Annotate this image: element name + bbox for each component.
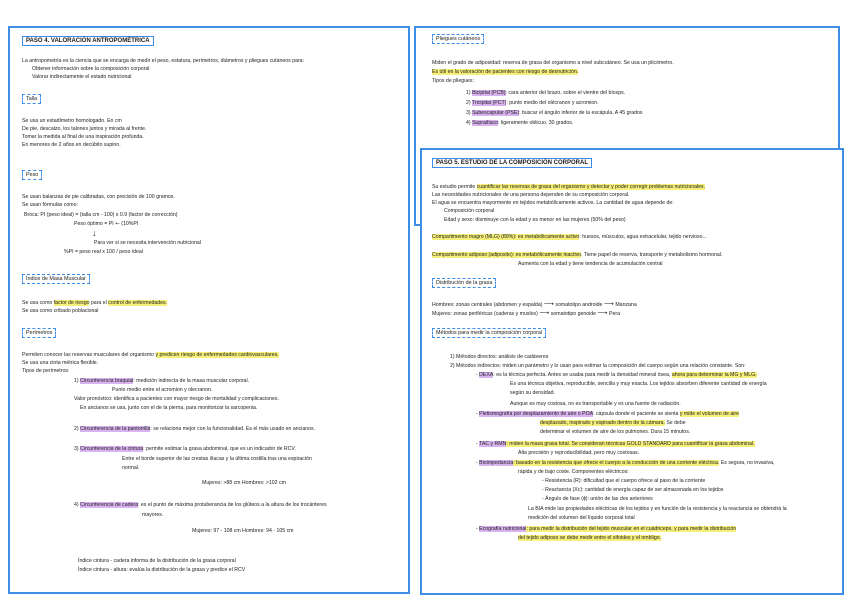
dist-mujeres: Mujeres: zonas periféricas (caderas y muslos) ⟶ somatotipo genoide ⟶ Pera xyxy=(432,310,620,317)
indice-l1: Índice cintura - cadera informa de la distribución de la grasa corporal xyxy=(78,558,236,564)
p5-l4: Composición corporal xyxy=(444,208,495,214)
pliegue-1: 1) Bicipital (PCB): cara anterior del brazo, sobre el vientre del bíceps. xyxy=(466,90,626,96)
arrow-right-icon: ⟶ xyxy=(603,301,614,308)
adiposo-line: Compartimento adiposo (adiposito): es metabólicamente inactivo. Tiene papel de reserva, transporte y metabolismo hormonal. xyxy=(432,252,723,258)
pantorrilla-l1: 2) Circunferencia de la pantorrilla: se relaciona mejor con la funcionalidad. Es el más usado en ancianos. xyxy=(74,426,316,432)
pliegues-l2: Es útil en la valoración de pacientes con riesgo de desnutrición. xyxy=(432,69,579,75)
pliegue-3: 3) Subescapular (PSE): buscar el ángulo inferior de la escápula. A 45 grados xyxy=(466,110,643,116)
talla-l4: En menores de 2 años en decúbito supino. xyxy=(22,142,121,148)
p4-intro-b1: Obtener información sobre la composición corporal xyxy=(32,66,150,72)
cadera-l3: Mujeres: 97 - 108 cm Hombres: 94 - 105 cm xyxy=(192,528,294,534)
braquial-l3: Valor pronóstico: identifica a pacientes con mayor riesgo de mortalidad y complicaciones. xyxy=(74,396,279,402)
perimetros-label: Perímetros xyxy=(22,328,56,338)
peso-l5: Para ver si se necesita intervención nutricional xyxy=(94,240,201,246)
bio-l5: - Ángulo de fase (ɸ): unión de las dos anteriores xyxy=(542,496,653,502)
bio-l2: rápida y de bajo coste. Componentes eléctricos: xyxy=(518,469,629,475)
p5-l1: Su estudio permite cuantificar las reservas de grasa del organismo y detectar y poder corregir problemas nutricionales. xyxy=(432,184,706,190)
pliegue-4: 4) Suprailíaco: ligeramente oblicuo. 30 grados. xyxy=(466,120,574,126)
bio-l6: La BIA mide las propiedades eléctricas de los tejidos y en función de la resistencia y la reactancia se obtendrá la xyxy=(528,506,787,512)
dist-hombres: Hombres: zonas centrales (abdomen y espalda) ⟶ somatotipo androide ⟶ Manzana xyxy=(432,301,637,308)
arrow-right-icon: ⟶ xyxy=(543,301,554,308)
distribucion-label: Distribución de la grasa xyxy=(432,278,496,288)
tac-l2: Alta precisión y reproducibilidad, pero muy costosas. xyxy=(518,450,640,456)
peso-l3: Broca: PI (peso ideal) = (talla cm - 100) x 0.9 (factor de corrección) xyxy=(24,212,178,218)
talla-label: Talla xyxy=(22,94,41,104)
metodos-l2: 2) Métodos indirectos: miden un parámetro y lo usan para estimar la composición del cuerpo según una relación constante. Son: xyxy=(450,363,746,369)
cintura-l2: Entre el borde superior de las crestas ilíacas y la última costilla tras una espiración xyxy=(122,456,312,462)
peso-l1: Se usan balanzas de pie calibradas, con precisión de 100 gramos. xyxy=(22,194,175,200)
paso-5-title: PASO 5. ESTUDIO DE LA COMPOSICIÓN CORPORAL xyxy=(432,158,592,168)
imc-l1: Se usa como factor de riesgo para el control de enfermedades. xyxy=(22,300,168,306)
p5-l2: Las necesidades nutricionales de una persona dependen de su composición corporal. xyxy=(432,192,630,198)
pliegues-label: Pliegues cutáneos xyxy=(432,34,484,44)
down-arrow-icon: ↓ xyxy=(92,228,97,238)
tac-l1: - TAC y RMN: miden la masa grasa total. Se consideran técnicas GOLD STANDARD para cuantificar la grasa abdominal. xyxy=(476,441,755,447)
metodos-label: Métodos para medir la composición corporal xyxy=(432,328,546,338)
pliegue-2: 2) Tricipital (PCT): punto medio del olécranon y acromion. xyxy=(466,100,599,106)
bio-l1: - Bioimpedancia: basado en la resistencia que ofrece el cuerpo a la conducción de una corriente eléctrica. Es segura, no invasiva, xyxy=(476,460,775,466)
p5-l3: El agua se encuentra mayormente en tejidos metabólicamente activos. La cantidad de agua depende de: xyxy=(432,200,674,206)
braquial-l2: Punto medio entre el acromion y olecranon. xyxy=(112,387,213,393)
paso-4-title: PASO 4. VALORACIÓN ANTROPOMÉTRICA xyxy=(22,36,154,46)
eco-l2: del tejido adiposo se debe medir entre el xifoides y el ombligo. xyxy=(518,535,662,541)
arrow-right-icon: ⟶ xyxy=(597,310,608,317)
bio-l4: - Reactancia (Xc): cantidad de energía capaz de ser almacenada en los tejidos xyxy=(542,487,724,493)
peso-l2: Se usan fórmulas como: xyxy=(22,202,78,208)
cintura-l4: Mujeres: >88 cm Hombres: >102 cm xyxy=(202,480,286,486)
cintura-l1: 3) Circunferencia de la cintura: permite estimar la grasa abdominal, que es un indicador de RCV. xyxy=(74,446,296,452)
braquial-l1: 1) Circunferencia braquial: medición indirecta de la masa muscular corporal. xyxy=(74,378,250,384)
pletismo-l3: determinar el volumen de aire de los pulmones. Dura 15 minutos. xyxy=(540,429,691,435)
dexa-l2: Es una técnica objetiva, reproducible, sencilla y muy exacta. Los tejidos absorben diferente cantidad de energía xyxy=(510,381,767,387)
perim-l1: Permiten conocer las reservas musculares del organismo y predicen riesgo de enfermedades cardiovasculares. xyxy=(22,352,279,358)
panel-paso-4 xyxy=(8,26,410,594)
metodos-l1: 1) Métodos directos: análisis de cadáveres xyxy=(450,354,549,360)
cadera-l1: 4) Circunferencia de cadera: es el punto de máxima protuberancia de los glúteos a la altura de los trocánteres xyxy=(74,502,327,508)
talla-l2: De pie, descalzo, los talones juntos y mirada al frente. xyxy=(22,126,147,132)
panel-paso-5 xyxy=(420,148,844,595)
bio-l7: medición del volumen del líquido corporal total xyxy=(528,515,635,521)
cintura-l3: normal. xyxy=(122,465,140,471)
talla-l1: Se usa un estadímetro homologado. En cm xyxy=(22,118,122,124)
pletismo-l1: - Pletismografía por desplazamiento de aire o POA: cápsula donde el paciente se sienta y mide el volumen de aire xyxy=(476,411,739,417)
peso-label: Peso xyxy=(22,170,42,180)
cadera-l2: mayores. xyxy=(142,512,164,518)
pliegues-l1: Miden el grado de adiposidad: reserva de grasa del organismo a nivel subcutáneo. Se usa un plicómetro. xyxy=(432,60,674,66)
peso-l6: %PI = peso real x 100 / peso ideal xyxy=(64,249,143,255)
pletismo-l2: desplazado, inspirado y espirado dentro de la cámara. Se debe xyxy=(540,420,686,426)
imc-label: Índice de Masa Muscular xyxy=(22,274,90,284)
bio-l3: - Resistencia (R): dificultad que el cuerpo ofrece al paso de la corriente xyxy=(542,478,706,484)
talla-l3: Tomar la medida al final de una inspiración profunda. xyxy=(22,134,144,140)
pliegues-l3: Tipos de pliegues: xyxy=(432,78,474,84)
magro-line: Compartimento magro (MLG) (80%): es metabólicamente activo: huesos, músculos, agua extracelular, tejido nervioso... xyxy=(432,234,707,240)
indice-l2: Índice cintura - altura: evalúa la distribución de la grasa y predice el RCV xyxy=(78,567,246,573)
p4-intro-b2: Valorar indirectamente el estado nutricional xyxy=(32,74,132,80)
dexa-l1: - DEXA: es la técnica perfecta. Antes se usaba para medir la densidad mineral ósea, ahora para determinar la MG y MLG. xyxy=(476,372,757,378)
braquial-l4: En ancianos se usa, junto con el de la pierna, para monitorizar la sarcopenia. xyxy=(80,405,258,411)
p4-intro: La antropometría es la ciencia que se encarga de medir el peso, estatura, perímetros, diámetros y pliegues cutáneos para: xyxy=(22,58,305,64)
dexa-l3: según su densidad. xyxy=(510,390,555,396)
adiposo-l2: Aumenta con la edad y tiene tendencia de acumulación central xyxy=(518,261,663,267)
perim-l2: Se usa una cinta métrica flexible. xyxy=(22,360,99,366)
imc-l2: Se usa como cribado poblacional xyxy=(22,308,99,314)
eco-l1: - Ecografía nutricional: para medir la distribución del tejido muscular en el cuádriceps, y para medir la distribución xyxy=(476,526,737,532)
peso-l4: Peso óptimo = PI +- (10%PI xyxy=(74,221,139,227)
arrow-right-icon: ⟶ xyxy=(539,310,550,317)
dexa-l4: Aunque es muy costosa, no es transportable y es una fuente de radiación. xyxy=(510,401,681,407)
p5-l5: Edad y sexo: disminuye con la edad y es menor en las mujeres (50% del peso) xyxy=(444,217,626,223)
perim-l3: Tipos de perímetros: xyxy=(22,368,70,374)
